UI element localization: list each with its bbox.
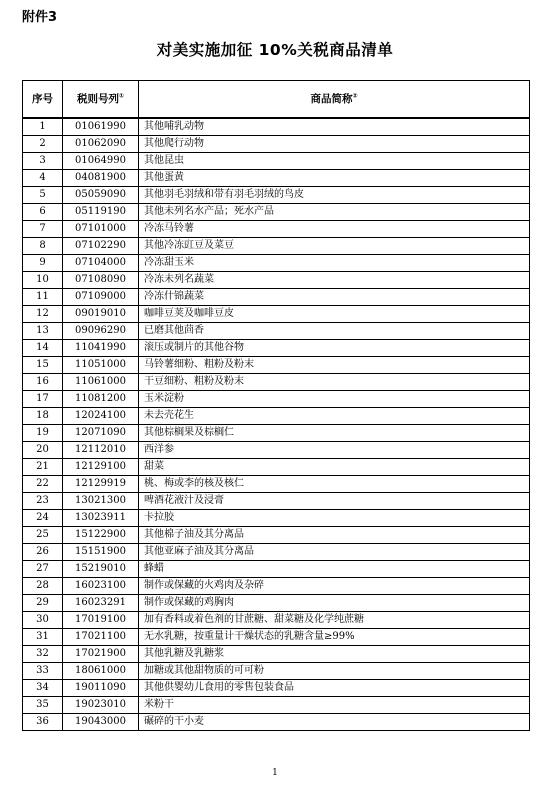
cell-code: 12071090 xyxy=(63,425,139,442)
cell-code: 12129919 xyxy=(63,476,139,493)
cell-seq: 14 xyxy=(23,340,63,357)
header-code-label: 税则号列 xyxy=(76,93,119,105)
cell-seq: 32 xyxy=(23,646,63,663)
cell-name: 其他昆虫 xyxy=(139,153,530,170)
annex-label: 附件3 xyxy=(22,10,58,25)
footnote-mark-2: ② xyxy=(352,92,358,100)
cell-seq: 21 xyxy=(23,459,63,476)
cell-name: 其他乳糖及乳糖浆 xyxy=(139,646,530,663)
cell-seq: 28 xyxy=(23,578,63,595)
cell-code: 13021300 xyxy=(63,493,139,510)
table-row xyxy=(23,595,530,612)
cell-seq: 25 xyxy=(23,527,63,544)
cell-seq: 3 xyxy=(23,153,63,170)
cell-name: 马铃薯细粉、粗粉及粉末 xyxy=(139,357,530,374)
cell-code: 16023291 xyxy=(63,595,139,612)
tariff-list-table xyxy=(22,80,530,731)
cell-code: 07101000 xyxy=(63,221,139,238)
cell-name: 已磨其他茴香 xyxy=(139,323,530,340)
cell-code: 16023100 xyxy=(63,578,139,595)
cell-seq: 15 xyxy=(23,357,63,374)
table-row xyxy=(23,323,530,340)
table-row xyxy=(23,510,530,527)
table-row xyxy=(23,289,530,306)
cell-code: 09096290 xyxy=(63,323,139,340)
cell-name: 干豆细粉、粗粉及粉末 xyxy=(139,374,530,391)
cell-name: 其他羽毛羽绒和带有羽毛羽绒的鸟皮 xyxy=(139,187,530,204)
cell-code: 13023911 xyxy=(63,510,139,527)
cell-code: 11081200 xyxy=(63,391,139,408)
cell-seq: 12 xyxy=(23,306,63,323)
cell-code: 07102290 xyxy=(63,238,139,255)
cell-name: 冷冻未列名蔬菜 xyxy=(139,272,530,289)
cell-seq: 1 xyxy=(23,118,63,136)
cell-name: 其他冷冻豇豆及菜豆 xyxy=(139,238,530,255)
table-row xyxy=(23,561,530,578)
cell-name: 啤酒花液汁及浸膏 xyxy=(139,493,530,510)
table-row xyxy=(23,680,530,697)
table-row xyxy=(23,612,530,629)
table-row xyxy=(23,221,530,238)
cell-seq: 33 xyxy=(23,663,63,680)
cell-seq: 16 xyxy=(23,374,63,391)
cell-code: 01062090 xyxy=(63,136,139,153)
table-row xyxy=(23,459,530,476)
cell-code: 01064990 xyxy=(63,153,139,170)
cell-code: 09019010 xyxy=(63,306,139,323)
cell-seq: 9 xyxy=(23,255,63,272)
cell-code: 19023010 xyxy=(63,697,139,714)
cell-name: 其他供婴幼儿食用的零售包装食品 xyxy=(139,680,530,697)
cell-name: 加有香料或着色剂的甘蔗糖、甜菜糖及化学纯蔗糖 xyxy=(139,612,530,629)
table-row xyxy=(23,391,530,408)
cell-code: 15151900 xyxy=(63,544,139,561)
cell-name: 卡拉胶 xyxy=(139,510,530,527)
cell-seq: 24 xyxy=(23,510,63,527)
table-row xyxy=(23,136,530,153)
cell-name: 西洋参 xyxy=(139,442,530,459)
cell-code: 11041990 xyxy=(63,340,139,357)
page-number: 1 xyxy=(272,768,278,778)
cell-name: 其他棕榈果及棕榈仁 xyxy=(139,425,530,442)
table-row xyxy=(23,204,530,221)
table-row xyxy=(23,663,530,680)
cell-code: 18061000 xyxy=(63,663,139,680)
table-row xyxy=(23,544,530,561)
cell-seq: 27 xyxy=(23,561,63,578)
cell-seq: 13 xyxy=(23,323,63,340)
cell-code: 15219010 xyxy=(63,561,139,578)
cell-name: 冷冻什锦蔬菜 xyxy=(139,289,530,306)
cell-code: 11051000 xyxy=(63,357,139,374)
cell-name: 米粉干 xyxy=(139,697,530,714)
cell-name: 其他亚麻子油及其分离品 xyxy=(139,544,530,561)
cell-code: 04081900 xyxy=(63,170,139,187)
cell-seq: 26 xyxy=(23,544,63,561)
header-code xyxy=(63,81,139,119)
cell-seq: 8 xyxy=(23,238,63,255)
cell-code: 15122900 xyxy=(63,527,139,544)
cell-name: 其他棉子油及其分离品 xyxy=(139,527,530,544)
cell-code: 05119190 xyxy=(63,204,139,221)
cell-code: 05059090 xyxy=(63,187,139,204)
cell-name: 冷冻甜玉米 xyxy=(139,255,530,272)
table-row xyxy=(23,527,530,544)
cell-name: 其他哺乳动物 xyxy=(139,118,530,136)
table-row xyxy=(23,170,530,187)
table-row xyxy=(23,408,530,425)
table-row xyxy=(23,629,530,646)
cell-code: 19011090 xyxy=(63,680,139,697)
table-row xyxy=(23,340,530,357)
cell-seq: 36 xyxy=(23,714,63,731)
table-header-row xyxy=(23,81,530,119)
cell-name: 甜菜 xyxy=(139,459,530,476)
cell-name: 玉米淀粉 xyxy=(139,391,530,408)
cell-seq: 18 xyxy=(23,408,63,425)
cell-seq: 29 xyxy=(23,595,63,612)
cell-name: 冷冻马铃薯 xyxy=(139,221,530,238)
header-name-label: 商品简称 xyxy=(310,93,353,105)
cell-seq: 11 xyxy=(23,289,63,306)
table-row xyxy=(23,425,530,442)
cell-seq: 5 xyxy=(23,187,63,204)
cell-seq: 31 xyxy=(23,629,63,646)
header-seq-label: 序号 xyxy=(32,93,53,105)
cell-seq: 7 xyxy=(23,221,63,238)
table-row xyxy=(23,646,530,663)
cell-seq: 23 xyxy=(23,493,63,510)
table-row xyxy=(23,714,530,731)
table-row xyxy=(23,476,530,493)
table-row xyxy=(23,697,530,714)
cell-seq: 20 xyxy=(23,442,63,459)
table-row xyxy=(23,118,530,136)
cell-name: 蜂蜡 xyxy=(139,561,530,578)
cell-seq: 10 xyxy=(23,272,63,289)
table-body xyxy=(23,118,530,731)
cell-name: 其他爬行动物 xyxy=(139,136,530,153)
cell-name: 滚压或制片的其他谷物 xyxy=(139,340,530,357)
cell-seq: 35 xyxy=(23,697,63,714)
cell-code: 17019100 xyxy=(63,612,139,629)
table-row xyxy=(23,153,530,170)
cell-name: 无水乳糖，按重量计干燥状态的乳糖含量≥99% xyxy=(139,629,530,646)
table-row xyxy=(23,357,530,374)
cell-name: 其他蛋黄 xyxy=(139,170,530,187)
cell-seq: 30 xyxy=(23,612,63,629)
table-row xyxy=(23,255,530,272)
cell-code: 07108090 xyxy=(63,272,139,289)
table-row xyxy=(23,238,530,255)
table-row xyxy=(23,374,530,391)
table-row xyxy=(23,442,530,459)
cell-code: 01061990 xyxy=(63,118,139,136)
cell-seq: 17 xyxy=(23,391,63,408)
cell-code: 07104000 xyxy=(63,255,139,272)
cell-code: 17021900 xyxy=(63,646,139,663)
cell-seq: 34 xyxy=(23,680,63,697)
cell-code: 07109000 xyxy=(63,289,139,306)
cell-code: 19043000 xyxy=(63,714,139,731)
cell-code: 12129100 xyxy=(63,459,139,476)
footnote-mark-1: ① xyxy=(118,92,125,100)
document-title: 对美实施加征 10%关税商品清单 xyxy=(156,41,394,59)
table-row xyxy=(23,493,530,510)
table-row xyxy=(23,272,530,289)
cell-seq: 19 xyxy=(23,425,63,442)
cell-code: 11061000 xyxy=(63,374,139,391)
table-row xyxy=(23,187,530,204)
header-name xyxy=(139,81,530,119)
cell-seq: 4 xyxy=(23,170,63,187)
cell-seq: 2 xyxy=(23,136,63,153)
table-row xyxy=(23,306,530,323)
cell-name: 制作或保藏的火鸡肉及杂碎 xyxy=(139,578,530,595)
cell-name: 制作或保藏的鸡胸肉 xyxy=(139,595,530,612)
cell-seq: 22 xyxy=(23,476,63,493)
cell-name: 其他未列名水产品；死水产品 xyxy=(139,204,530,221)
cell-name: 桃、梅或李的核及核仁 xyxy=(139,476,530,493)
cell-name: 咖啡豆荚及咖啡豆皮 xyxy=(139,306,530,323)
cell-seq: 6 xyxy=(23,204,63,221)
table-row xyxy=(23,578,530,595)
cell-name: 加糖或其他甜物质的可可粉 xyxy=(139,663,530,680)
cell-name: 未去壳花生 xyxy=(139,408,530,425)
header-seq xyxy=(23,81,63,119)
cell-name: 碾碎的干小麦 xyxy=(139,714,530,731)
cell-code: 17021100 xyxy=(63,629,139,646)
cell-code: 12112010 xyxy=(63,442,139,459)
cell-code: 12024100 xyxy=(63,408,139,425)
